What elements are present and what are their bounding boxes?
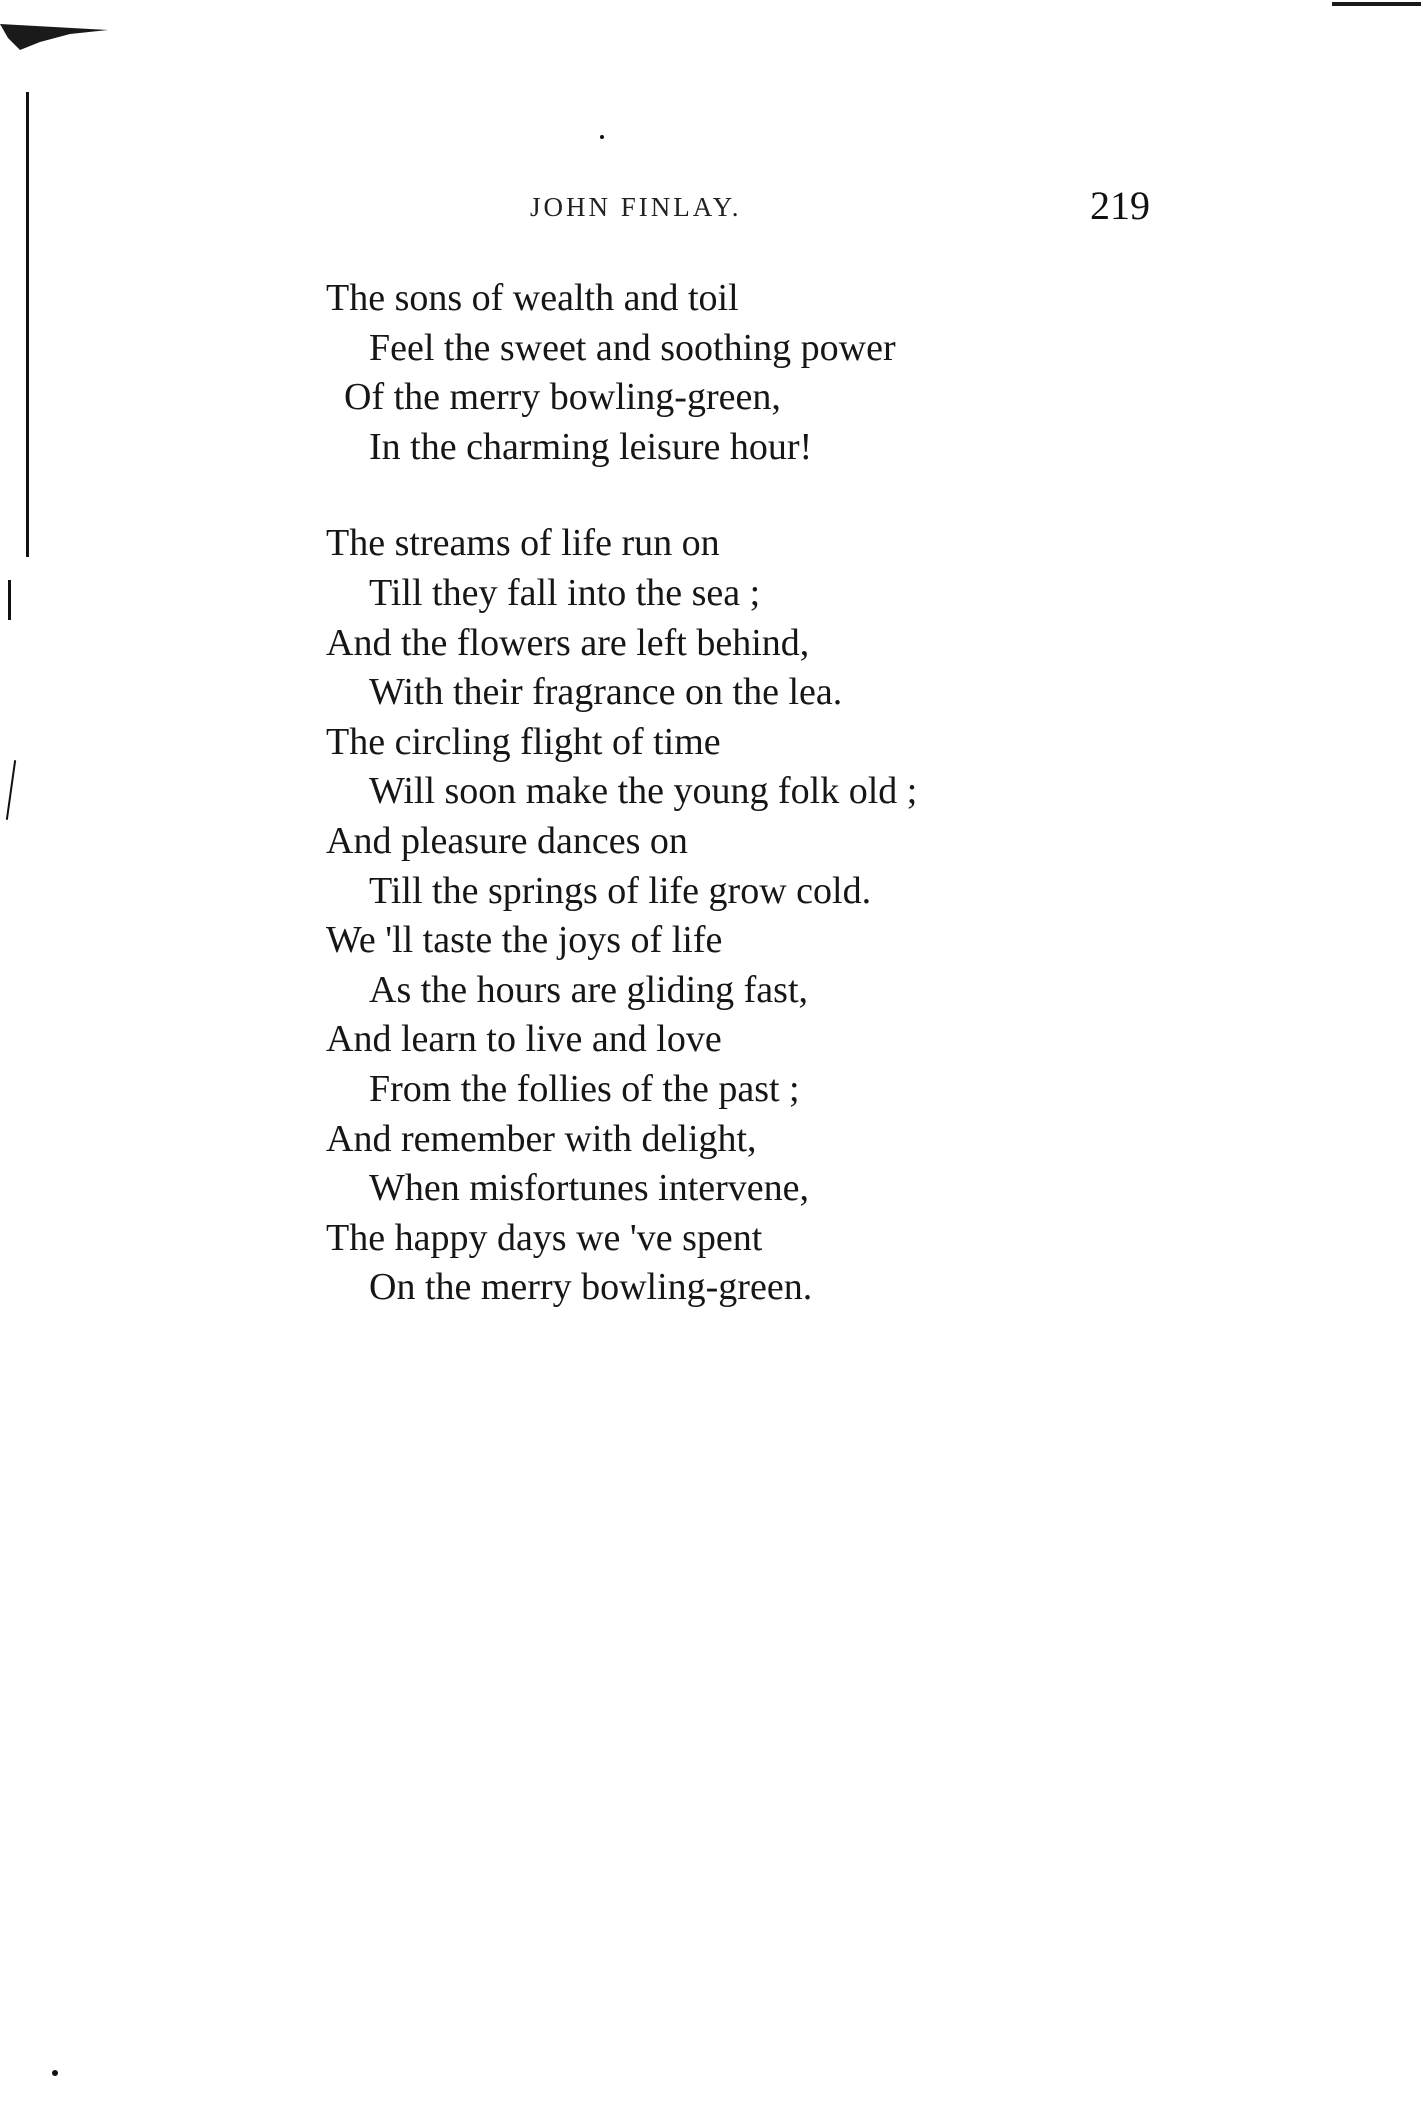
poem-line: The happy days we 've spent: [326, 1216, 763, 1259]
poem-line: With their fragrance on the lea.: [369, 671, 843, 714]
stanza: [326, 274, 1126, 472]
scan-dot: [52, 2070, 58, 2076]
poem-line: Will soon make the young folk old ;: [369, 770, 918, 813]
scan-smudge-graphic: [0, 16, 110, 56]
poem-line: And remember with delight,: [326, 1117, 757, 1160]
poem-line: In the charming leisure hour!: [369, 425, 813, 468]
poem-line: We 'll taste the joys of life: [326, 919, 723, 962]
scan-dot: [600, 135, 604, 139]
poem-line: On the merry bowling-green.: [369, 1266, 813, 1309]
poem-line: From the follies of the past ;: [369, 1067, 800, 1110]
poem-line: And the flowers are left behind,: [326, 621, 810, 664]
poem-body: [326, 274, 1126, 1360]
poem-line: Of the merry bowling-green,: [344, 376, 781, 419]
scan-margin-line: [8, 580, 11, 620]
scan-edge-mark-graphic: [1332, 0, 1421, 8]
poem-line: And learn to live and love: [326, 1018, 722, 1061]
poem-line: When misfortunes intervene,: [369, 1167, 810, 1210]
poem-line: The sons of wealth and toil: [326, 277, 739, 319]
page-number: 219: [1090, 183, 1150, 228]
poem-line: Till the springs of life grow cold.: [369, 869, 872, 912]
poem-line: The circling flight of time: [326, 720, 721, 763]
poem-line: Feel the sweet and soothing power: [369, 326, 896, 369]
scan-margin-line: [6, 760, 16, 820]
poem-line: The streams of life run on: [326, 522, 720, 565]
running-head: JOHN FINLAY.: [530, 192, 742, 222]
scan-margin-line: [26, 92, 29, 557]
poem-line: Till they fall into the sea ;: [369, 571, 761, 614]
poem-line: And pleasure dances on: [326, 819, 688, 862]
stanza: [326, 519, 1126, 1313]
poem-line: As the hours are gliding fast,: [369, 968, 809, 1011]
